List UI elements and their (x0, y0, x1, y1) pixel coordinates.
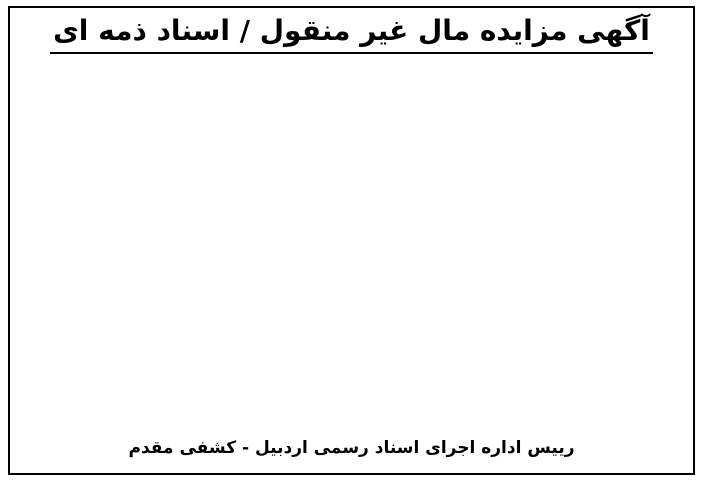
notice-body (24, 60, 679, 428)
notice-frame (8, 6, 695, 475)
title-divider (50, 52, 653, 54)
notice-title: آگهی مزایده مال غیر منقول / اسناد ذمه ای (53, 14, 650, 47)
notice-signature: رییس اداره اجرای اسناد رسمی اردبیل - کشفی مقدم (128, 438, 575, 458)
